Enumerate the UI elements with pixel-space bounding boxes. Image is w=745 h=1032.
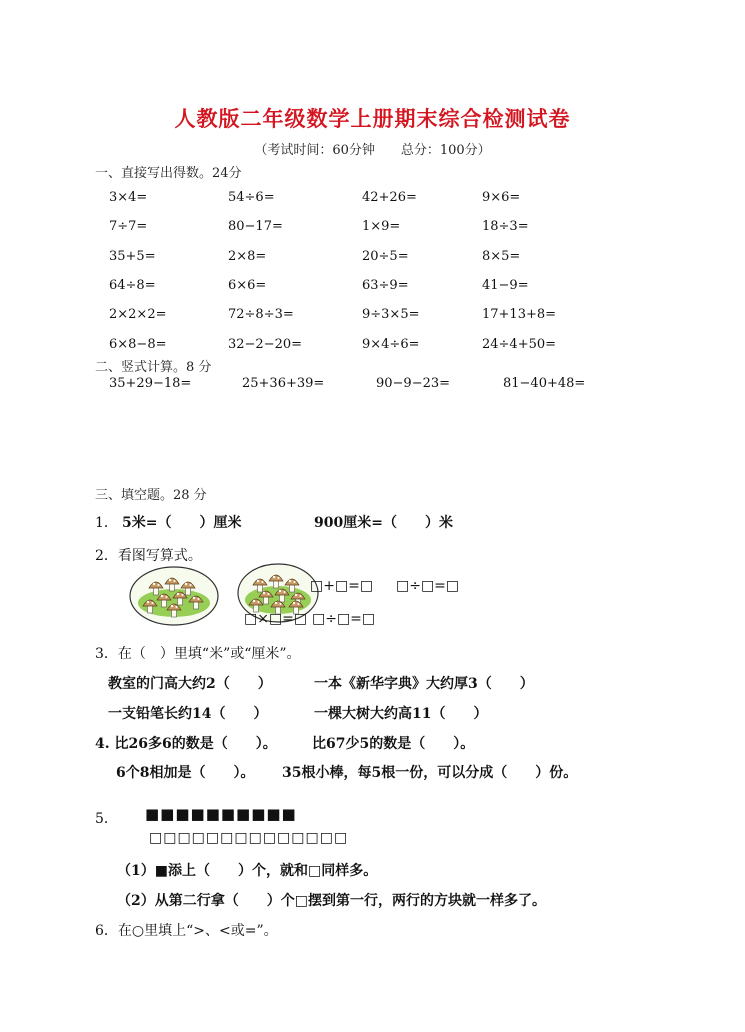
mushroom-group-left-illustration bbox=[128, 565, 220, 627]
mental-math-item: 7÷7= bbox=[109, 219, 148, 235]
mental-math-item: 18÷3= bbox=[482, 219, 529, 235]
q4-part-c: 6个8相加是（ ）。 bbox=[116, 765, 255, 781]
mental-math-item: 6×6= bbox=[228, 277, 267, 293]
section2-heading: 二、竖式计算。8 分 bbox=[95, 360, 212, 375]
vertical-calc-4: 81−40+48= bbox=[503, 376, 586, 391]
mental-math-item: 41−9= bbox=[482, 277, 529, 293]
mental-math-item: 2×8= bbox=[228, 248, 267, 264]
q3-prompt: 3．在（ ）里填“米”或“厘米”。 bbox=[95, 646, 301, 662]
q1-number: 1． bbox=[95, 515, 118, 531]
mental-math-item: 8×5= bbox=[482, 248, 521, 264]
page-title: 人教版二年级数学上册期末综合检测试卷 bbox=[174, 107, 571, 131]
q2-equation-add: □+□=□ bbox=[310, 578, 374, 594]
q3-dictionary-thickness: 一本《新华字典》大约厚3（ ） bbox=[314, 676, 534, 692]
q2-prompt: 2．看图写算式。 bbox=[95, 548, 202, 564]
q5-empty-squares-row: □□□□□□□□□□□□□□ bbox=[149, 830, 349, 846]
q2-equation-divide-2: □÷□=□ bbox=[312, 611, 376, 627]
mental-math-item: 17+13+8= bbox=[482, 307, 557, 323]
mental-math-item: 20÷5= bbox=[362, 248, 409, 264]
mental-math-item: 6×8−8= bbox=[109, 336, 167, 352]
q2-equation-multiply: □×□=□ bbox=[244, 611, 308, 627]
q1-part-a: 5米=（ ）厘米 bbox=[122, 515, 242, 531]
mental-math-item: 54÷6= bbox=[228, 190, 275, 205]
q4-part-b: 比67少5的数是（ ）。 bbox=[312, 736, 475, 752]
q4-part-d: 35根小棒，每5根一份，可以分成（ ）份。 bbox=[282, 765, 578, 781]
mental-math-item: 80−17= bbox=[228, 219, 283, 235]
mental-math-item: 64÷8= bbox=[109, 277, 156, 293]
mental-math-item: 24÷4+50= bbox=[482, 336, 557, 352]
exam-info: （考试时间：60分钟 总分：100分） bbox=[254, 143, 491, 158]
mental-math-item: 1×9= bbox=[362, 219, 401, 235]
mental-math-item: 42+26= bbox=[362, 190, 417, 205]
q5-part-2: （2）从第二行拿（ ）个□摆到第一行，两行的方块就一样多了。 bbox=[117, 893, 546, 909]
section1-heading: 一、直接写出得数。24分 bbox=[95, 166, 242, 181]
mental-math-item: 32−2−20= bbox=[228, 336, 303, 352]
q2-equation-divide-1: □÷□=□ bbox=[396, 578, 460, 594]
q4-part-a: 4. 比26多6的数是（ ）。 bbox=[95, 736, 277, 752]
q3-tree-height: 一棵大树大约高11（ ） bbox=[314, 706, 488, 722]
mental-math-item: 3×4= bbox=[109, 190, 148, 205]
q5-part-1: （1）■添上（ ）个，就和□同样多。 bbox=[117, 863, 378, 879]
section3-heading: 三、填空题。28 分 bbox=[95, 488, 207, 503]
mental-math-item: 9÷3×5= bbox=[362, 307, 420, 323]
q1-part-b: 900厘米=（ ）米 bbox=[314, 515, 453, 531]
vertical-calc-1: 35+29−18= bbox=[109, 376, 192, 391]
mental-math-item: 2×2×2= bbox=[109, 307, 167, 323]
mental-math-item: 72÷8÷3= bbox=[228, 307, 294, 323]
q3-door-height: 教室的门高大约2（ ） bbox=[108, 676, 272, 692]
mental-math-item: 35+5= bbox=[109, 248, 156, 264]
q3-pencil-length: 一支铅笔长约14（ ） bbox=[108, 706, 268, 722]
q5-number: 5． bbox=[95, 811, 118, 827]
vertical-calc-2: 25+36+39= bbox=[242, 376, 325, 391]
q6-prompt: 6．在○里填上“>、<或=”。 bbox=[95, 923, 278, 939]
mental-math-item: 63÷9= bbox=[362, 277, 409, 293]
mental-math-item: 9×6= bbox=[482, 190, 521, 205]
q5-filled-squares-row: ■■■■■■■■■■ bbox=[145, 805, 297, 823]
mental-math-item: 9×4÷6= bbox=[362, 336, 420, 352]
vertical-calc-3: 90−9−23= bbox=[376, 376, 451, 391]
